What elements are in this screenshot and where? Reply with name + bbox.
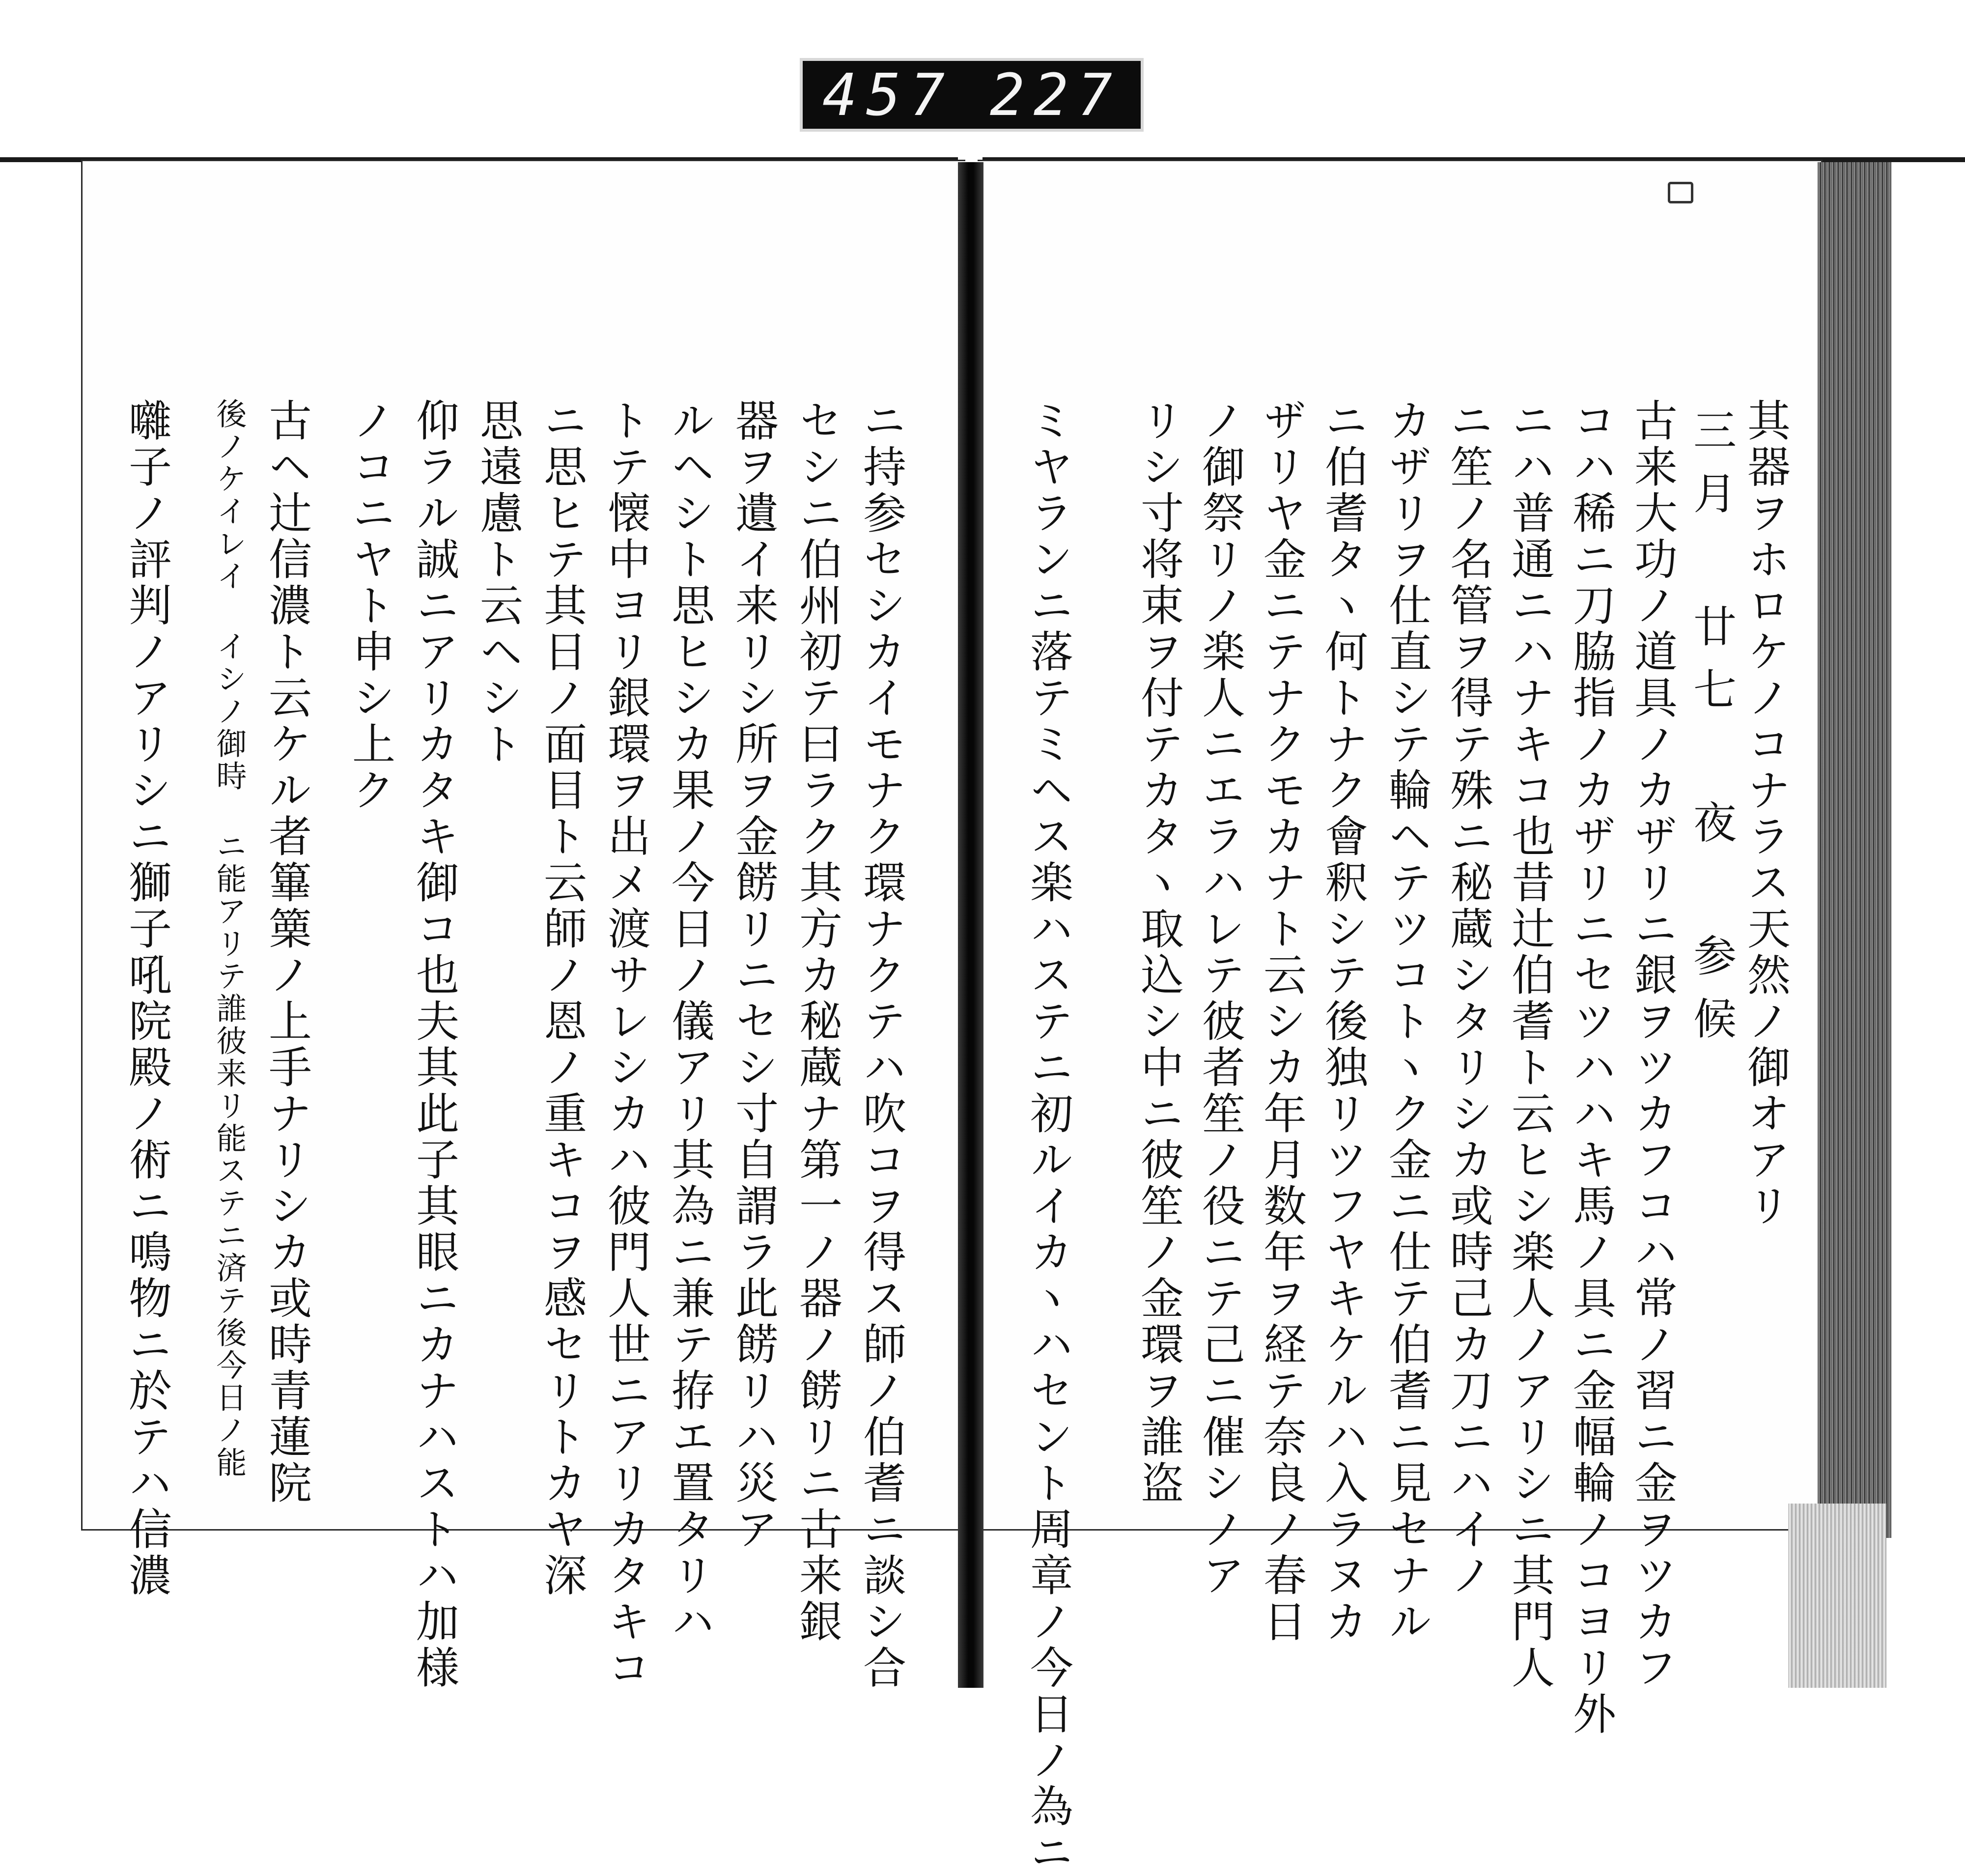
text-column: 三月 廿七 夜 参候 [1686,408,1737,1059]
text-column: 囃子ノ評判ノアリシニ獅子吼院殿ノ術ニ鳴物ニ於テハ信濃 [122,398,172,1599]
text-column: コハ稀ニ刀脇指ノカザリニセツハハキ馬ノ具ニ金幅輪ノコヨリ外 [1566,398,1617,1737]
page-fore-edge-lower [1788,1504,1886,1688]
text-column: セシニ伯州初テ曰ラク其方カ秘蔵ナ第一ノ器ノ餝リニ古来銀 [792,398,843,1645]
text-column: 古ヘ辻信濃ト云ケル者篳篥ノ上手ナリシカ或時青蓮院 [262,398,312,1506]
seal-stamp-icon [1668,182,1693,203]
text-column: トテ懐中ヨリ銀環ヲ出メ渡サレシカハ彼門人世ニアリカタキコ [601,398,651,1691]
text-column: ニハ普通ニハナキコ也昔辻伯耆ト云ヒシ楽人ノアリシニ其門人 [1505,398,1555,1691]
text-column: ニ笙ノ名管ヲ得テ殊ニ秘蔵シタリシカ或時己カ刀ニハイノ [1443,398,1494,1599]
text-column: リシ寸将束ヲ付テカタヽ取込シ中ニ彼笙ノ金環ヲ誰盗 [1134,398,1184,1506]
label-left-number: 457 [822,61,954,129]
label-right-number: 227 [989,61,1121,129]
text-column: ノ御祭リノ楽人ニエラハレテ彼者笙ノ役ニテ己ニ催シノア [1195,398,1246,1599]
text-column: ニ伯耆タヽ何トナク會釈シテ後独リツフヤキケルハ入ラヌカ [1318,398,1369,1645]
text-column: ニ思ヒテ其日ノ面目ト云師ノ恩ノ重キコヲ感セリトカヤ深 [537,398,588,1599]
text-column: ザリヤ金ニテナクモカナト云シカ年月数年ヲ経テ奈良ノ春日 [1257,398,1307,1645]
text-column: 後ノケイレイ イシノ御時 ニ能アリテ誰彼来リ能ステニ済テ後今日ノ能 [211,398,247,1479]
text-column: ミヤランニ落テミヘス楽ハステニ初ルイカヽハセント周章ノ今日ノ為ニ [1023,398,1074,1876]
text-column: 古来大功ノ道具ノカザリニ銀ヲツカフコハ常ノ習ニ金ヲツカフ [1628,398,1678,1691]
text-column: カザリヲ仕直シテ輪ヘテツコトヽク金ニ仕テ伯耆ニ見セナル [1382,398,1432,1645]
page-fore-edge [1818,162,1891,1538]
text-column: 其器ヲホロケノコナラス天然ノ御オアリ [1740,398,1791,1229]
text-column: 思遠慮ト云ヘシト [473,398,524,767]
text-column: 仰ラル誠ニアリカタキ御コ也夫其此子其眼ニカナハストハ加様 [409,398,460,1691]
text-column: ニ持参セシカイモナク環ナクテハ吹コヲ得ス師ノ伯耆ニ談シ合 [856,398,907,1691]
archive-number-label [800,58,1144,132]
text-column: ノコニヤト申シ上ク [345,398,396,814]
text-column: ルヘシト思ヒシカ果ノ今日ノ儀アリ其為ニ兼テ拵エ置タリハ [665,398,715,1645]
text-column: 器ヲ遺イ来リシ所ヲ金餝リニセシ寸自謂ラ此餝リハ災ア [729,398,779,1553]
book-gutter [958,162,983,1688]
